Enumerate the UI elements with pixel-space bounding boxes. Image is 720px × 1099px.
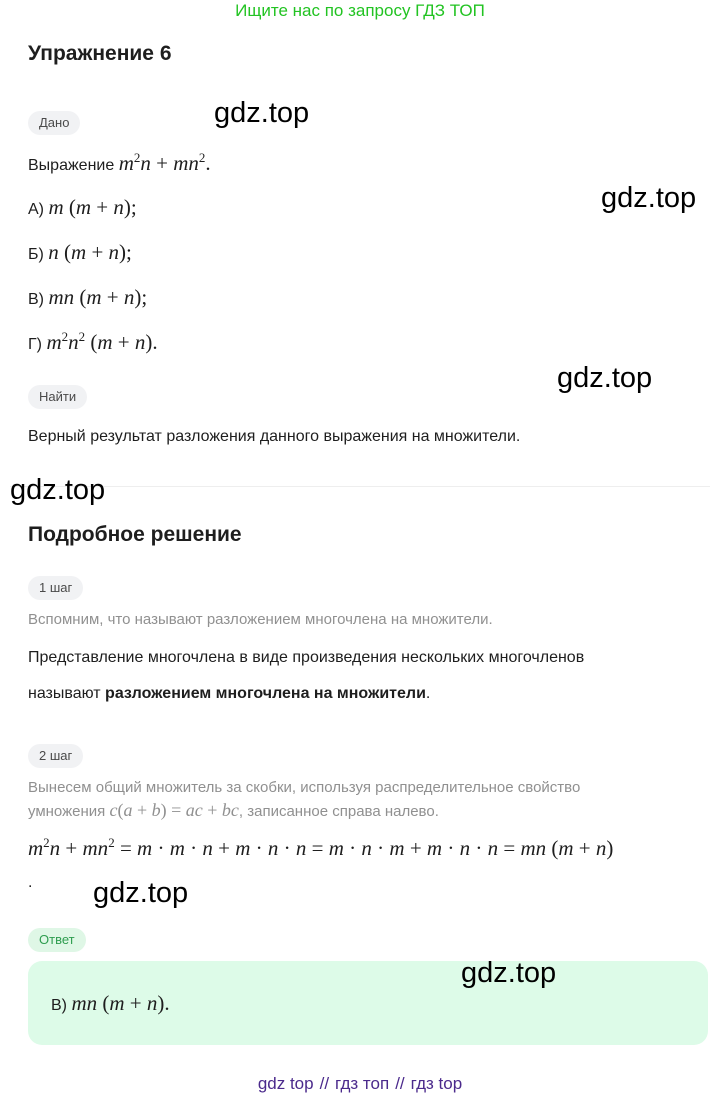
footer-separator: // <box>395 1074 405 1093</box>
answer-formula: mn (m + n). <box>71 991 170 1015</box>
answer-content <box>51 990 170 1019</box>
step1-line2-suffix: . <box>425 685 431 702</box>
option-c <box>28 284 147 313</box>
option-b-label: Б) <box>28 246 44 263</box>
step1-line1: Представление многочлена в виде произведения нескольких многочленов <box>28 649 585 666</box>
solution-title: Подробное решение <box>28 523 242 546</box>
exercise-title: Упражнение 6 <box>28 42 172 65</box>
step1-chip: 1 шаг <box>28 576 83 600</box>
solution-title-wrap <box>28 523 242 547</box>
given-chip: Дано <box>28 111 80 135</box>
answer-label: В) <box>51 997 67 1014</box>
given-formula: $m^2n + mn^2$. <box>118 150 211 175</box>
option-a <box>28 194 137 223</box>
step2-dot: . <box>28 874 33 891</box>
step2-note-suffix: , записанное справа налево. <box>238 803 439 820</box>
watermark: gdz.top <box>93 877 189 909</box>
option-a-label: А) <box>28 201 44 218</box>
option-d <box>28 329 158 358</box>
footer-link[interactable]: гдз топ <box>335 1074 390 1093</box>
option-a-formula: m (m + n); <box>48 195 137 219</box>
exercise-title-wrap <box>28 42 172 66</box>
option-c-label: В) <box>28 291 44 308</box>
step1-definition: разложением многочлена на множители <box>105 685 426 702</box>
option-b-formula: n (m + n); <box>48 240 132 264</box>
footer <box>0 1072 720 1096</box>
step2-note-line1: Вынесем общий множитель за скобки, используя распределительное свойство <box>28 779 581 796</box>
given-expression <box>28 150 211 179</box>
step2-note-prefix: умножения <box>28 803 106 820</box>
top-banner: Ищите нас по запросу ГДЗ ТОП <box>235 1 485 20</box>
step1-line2 <box>28 682 430 706</box>
given-prefix: Выражение <box>28 157 115 174</box>
watermark: gdz.top <box>601 182 697 214</box>
find-text: Верный результат разложения данного выражения на множители. <box>28 428 521 445</box>
find-chip: Найти <box>28 385 87 409</box>
step1-line2-prefix: называют <box>28 685 101 702</box>
watermark: gdz.top <box>557 362 653 394</box>
footer-link[interactable]: гдз top <box>410 1074 463 1093</box>
answer-chip: Ответ <box>28 928 86 952</box>
distributive-formula: c(a + b) = ac + bc <box>109 800 239 820</box>
footer-link[interactable]: gdz top <box>257 1074 314 1093</box>
option-c-formula: mn (m + n); <box>48 285 148 309</box>
section-divider <box>10 486 710 487</box>
option-d-label: Г) <box>28 336 42 353</box>
step2-equation: $m^2n + mn^2 = m \cdot m \cdot n + m \cdot n \cdot n = m \cdot n \cdot m + m \cdot n \cdot n$ = mn (m + n) <box>28 835 614 860</box>
watermark: gdz.top <box>214 97 310 129</box>
option-b <box>28 239 132 268</box>
watermark: gdz.top <box>10 474 106 506</box>
footer-separator: // <box>319 1074 330 1093</box>
watermark: gdz.top <box>461 957 557 989</box>
step2-chip: 2 шаг <box>28 744 83 768</box>
step2-note-line2 <box>28 799 439 823</box>
step1-note: Вспомним, что называют разложением многочлена на множители. <box>28 611 493 628</box>
option-d-formula: $m^2n^2$ (m + n). <box>46 329 158 354</box>
